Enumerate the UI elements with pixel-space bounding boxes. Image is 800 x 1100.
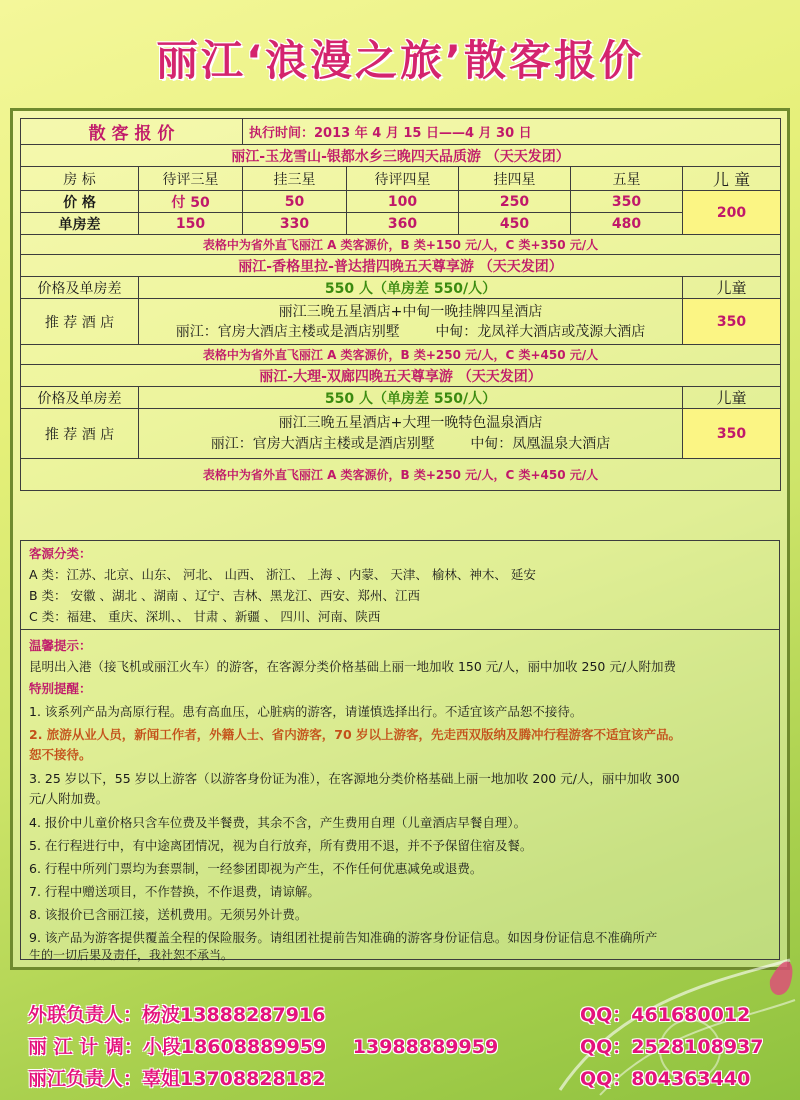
contact-2-label: 丽 江 计 调：小段18608889959 <box>28 1036 327 1058</box>
exec-time: 执行时间：2013 年 4 月 15 日——4 月 30 日 <box>243 119 781 145</box>
tour3-hotel-lijiang: 丽江：官房大酒店主楼或是酒店别墅 <box>210 435 435 452</box>
special-item-9: 9. 该产品为游客提供覆盖全程的保险服务。请组团社提前告知准确的游客身份证信息。如因身份证信息不准确所产 <box>29 930 658 945</box>
tour1-name: 丽江-玉龙雪山-银都水乡三晚四天品质游 （天天发团） <box>21 145 781 167</box>
tip-text: 昆明出入港（接飞机或丽江火车）的游客，在客源分类价格基础上丽一地加收 150 元/人，丽中加收 250 元/人附加费 <box>29 659 677 674</box>
contact-1-label: 外联负责人：杨波13888287916 <box>28 1004 326 1026</box>
info-section <box>20 540 780 960</box>
page-title: 丽江‘浪漫之旅’散客报价 <box>156 36 644 85</box>
tour3-hotel-fenghuang: 中甸：凤凰温泉大酒店 <box>470 435 611 452</box>
child-price: 200 <box>683 191 781 235</box>
contact-3-qq: QQ：804363440 <box>580 1068 751 1090</box>
table-header-label: 散 客 报 价 <box>21 119 243 145</box>
tour2-name: 丽江-香格里拉-普达措四晚五天尊享游 （天天发团） <box>21 255 781 277</box>
single-cell: 330 <box>243 213 347 235</box>
tour3-hotel-label: 推 荐 酒 店 <box>21 409 139 459</box>
source-class-b: B 类： 安徽 、湖北 、湖南 、辽宁、吉林、黑龙江、西安、郑州、江西 <box>29 588 420 603</box>
tour2-child-price: 350 <box>683 299 781 345</box>
price-cell: 250 <box>459 191 571 213</box>
col-room: 房 标 <box>21 167 139 191</box>
contact-row-2 <box>28 1032 498 1059</box>
tour2-note: 表格中为省外直飞丽江 A 类客源价，B 类+250 元/人，C 类+450 元/人 <box>21 345 781 365</box>
tour3-price: 550 人（单房差 550/人） <box>139 387 683 409</box>
tour3-child-price: 350 <box>683 409 781 459</box>
special-item-5: 5. 在行程进行中，有中途离团情况，视为自行放弃，所有费用不退，并不予保留住宿及餐。 <box>29 838 533 853</box>
col-3star-pending: 待评三星 <box>139 167 243 191</box>
contact-2-qq: QQ：2528108937 <box>580 1036 764 1058</box>
single-cell: 480 <box>571 213 683 235</box>
tour3-note: 表格中为省外直飞丽江 A 类客源价，B 类+250 元/人，C 类+450 元/人 <box>21 459 781 491</box>
single-cell: 360 <box>347 213 459 235</box>
tour3-hotels <box>139 409 683 459</box>
price-table-wrapper <box>20 118 780 491</box>
col-5star: 五星 <box>571 167 683 191</box>
col-child: 儿 童 <box>683 167 781 191</box>
contact-row-1 <box>28 1000 325 1027</box>
contact-1-qq: QQ：461680012 <box>580 1004 751 1026</box>
special-item-7: 7. 行程中赠送项目，不作替换，不作退费，请谅解。 <box>29 884 320 899</box>
tour2-price: 550 人（单房差 550/人） <box>139 277 683 299</box>
col-4star-pending: 待评四星 <box>347 167 459 191</box>
tour2-hotel-zhongdian: 中甸：龙凤祥大酒店或茂源大酒店 <box>435 323 646 340</box>
special-item-2-cont: 恕不接待。 <box>29 747 92 762</box>
price-cell: 350 <box>571 191 683 213</box>
tour2-hotel-lijiang: 丽江：官房大酒店主楼或是酒店别墅 <box>175 323 400 340</box>
tip-title: 温馨提示： <box>29 638 92 653</box>
special-item-3: 3. 25 岁以下，55 岁以上游客（以游客身份证为准），在客源地分类价格基础上丽一地加收 200 元/人，丽中加收 300 <box>29 771 680 786</box>
price-cell: 付 50 <box>139 191 243 213</box>
single-cell: 450 <box>459 213 571 235</box>
source-title: 客源分类： <box>29 546 92 561</box>
tour3-name: 丽江-大理-双廊四晚五天尊享游 （天天发团） <box>21 365 781 387</box>
tour2-hotel-line1: 丽江三晚五星酒店+中甸一晚挂牌四星酒店 <box>278 303 543 320</box>
tour3-child-label: 儿童 <box>683 387 781 409</box>
tour2-hotels <box>139 299 683 345</box>
special-item-2: 2. 旅游从业人员，新闻工作者，外籍人士、省内游客，70 岁以上游客，先走西双版纳及腾冲行程游客不适宜该产品。 <box>29 727 682 742</box>
contact-2-mobile: 13988889959 <box>352 1036 499 1058</box>
price-cell: 100 <box>347 191 459 213</box>
price-cell: 50 <box>243 191 347 213</box>
contact-3-label: 丽江负责人：辜姐13708828182 <box>28 1068 326 1090</box>
single-cell: 150 <box>139 213 243 235</box>
price-label: 价 格 <box>21 191 139 213</box>
col-3star: 挂三星 <box>243 167 347 191</box>
source-class-c: C 类：福建、 重庆、深圳、、 甘肃 、新疆 、 四川、河南、陕西 <box>29 609 381 624</box>
tour2-child-label: 儿童 <box>683 277 781 299</box>
source-class-a: A 类：江苏、北京、山东、 河北、 山西、 浙江、 上海 、内蒙、 天津、 榆林、神木、 延安 <box>29 567 536 582</box>
special-item-9-cont: 生的一切后果及责任，我社恕不承当。 <box>29 948 234 962</box>
col-4star: 挂四星 <box>459 167 571 191</box>
special-item-4: 4. 报价中儿童价格只含车位费及半餐费，其余不含，产生费用自理（儿童酒店早餐自理）。 <box>29 815 527 830</box>
special-item-1: 1. 该系列产品为高原行程。患有高血压，心脏病的游客，请谨慎选择出行。不适宜该产品恕不接待。 <box>29 704 583 719</box>
tour3-hotel-line1: 丽江三晚五星酒店+大理一晚特色温泉酒店 <box>278 414 543 431</box>
contact-footer <box>0 988 800 1100</box>
special-title: 特别提醒： <box>29 681 92 696</box>
tour2-hotel-label: 推 荐 酒 店 <box>21 299 139 345</box>
single-label: 单房差 <box>21 213 139 235</box>
tour1-note: 表格中为省外直飞丽江 A 类客源价，B 类+150 元/人，C 类+350 元/人 <box>21 235 781 255</box>
contact-row-3 <box>28 1064 325 1091</box>
price-table <box>20 118 781 491</box>
tour2-price-label: 价格及单房差 <box>21 277 139 299</box>
info-divider <box>21 629 779 630</box>
tour3-price-label: 价格及单房差 <box>21 387 139 409</box>
special-item-6: 6. 行程中所列门票均为套票制，一经参团即视为产生，不作任何优惠减免或退费。 <box>29 861 483 876</box>
special-item-3-cont: 元/人附加费。 <box>29 791 109 806</box>
special-item-8: 8. 该报价已含丽江接，送机费用。无须另外计费。 <box>29 907 308 922</box>
